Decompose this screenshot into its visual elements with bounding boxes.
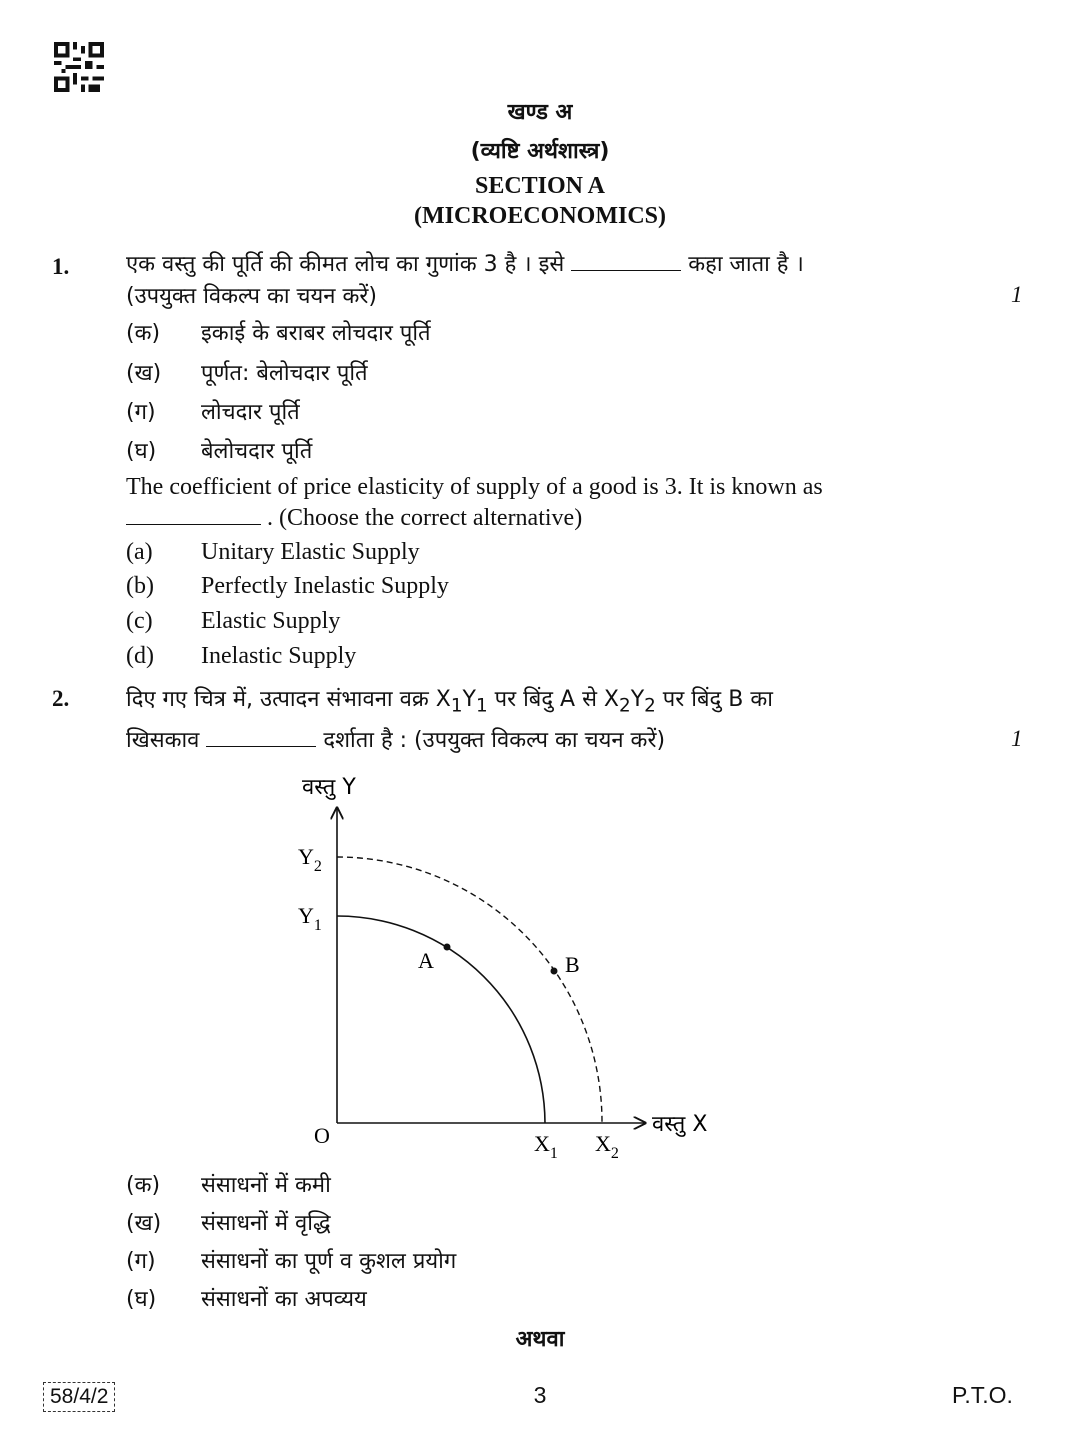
ppc-curve-x2y2-dashed	[337, 857, 602, 1123]
point-b-label: B	[565, 952, 580, 977]
q1-option-en-text: Elastic Supply	[201, 608, 341, 634]
section-title-hindi: खण्ड अ	[507, 100, 573, 125]
question-1-english-line-1: The coefficient of price elasticity of supply of a good is 3. It is known as	[126, 474, 823, 500]
y-axis-label: वस्तु Y	[302, 775, 356, 800]
q1-option-hi-text: इकाई के बराबर लोचदार पूर्ति	[201, 321, 431, 346]
x2-label: $X_2$	[595, 1131, 619, 1162]
section-title-english: SECTION A	[474, 173, 606, 199]
ppc-curve-x1y1	[337, 916, 545, 1123]
q1-option-en-text: Perfectly Inelastic Supply	[201, 573, 449, 599]
answer-blank	[126, 504, 261, 525]
qr-code-icon	[53, 42, 105, 92]
pto-label: P.T.O.	[952, 1382, 1013, 1408]
ppc-diagram	[290, 770, 740, 1170]
or-divider: अथवा	[515, 1327, 565, 1352]
q1-option-en-label: (c)	[126, 608, 153, 634]
q1-option-hi-text: लोचदार पूर्ति	[201, 400, 300, 425]
point-a-label: A	[418, 948, 434, 973]
question-1-number: 1.	[52, 254, 70, 279]
q1-option-hi: (क)	[126, 321, 161, 346]
y2-label: $Y_2$	[298, 844, 322, 875]
answer-blank	[571, 252, 681, 271]
subject-title-english: (MICROECONOMICS)	[414, 203, 666, 229]
q1-option-hi-text: बेलोचदार पूर्ति	[201, 439, 313, 464]
q1-option-en-label: (a)	[126, 539, 153, 565]
subject-title-hindi: (व्यष्टि अर्थशास्त्र)	[470, 139, 610, 164]
page-number: 3	[533, 1382, 547, 1408]
q2-option-text: संसाधनों का अपव्यय	[201, 1287, 367, 1312]
paper-code-badge: 58/4/2	[43, 1382, 115, 1412]
x-axis-label: वस्तु X	[652, 1112, 708, 1137]
question-1-hindi-line-1: एक वस्तु की पूर्ति की कीमत लोच का गुणांक 3 है । इसे कहा जाता है ।	[126, 252, 804, 277]
q1-option-en-text: Unitary Elastic Supply	[201, 539, 420, 565]
q1-option-en-label: (b)	[126, 573, 154, 599]
question-2-hindi-line-1: दिए गए चित्र में, उत्पादन संभावना वक्र $X_1Y_1$ पर बिंदु A से $X_2Y_2$ पर बिंदु B का	[126, 687, 773, 717]
q2-option-label: (क)	[126, 1173, 161, 1198]
question-1-marks: 1	[1011, 282, 1023, 307]
origin-label: O	[314, 1123, 330, 1148]
q1-option-hi: (ग)	[126, 400, 156, 425]
q2-option-label: (ग)	[126, 1249, 156, 1274]
point-b-dot	[551, 968, 558, 975]
question-2-number: 2.	[52, 686, 70, 711]
q1-option-hi: (घ)	[126, 439, 157, 464]
q2-option-text: संसाधनों में कमी	[201, 1173, 331, 1198]
q1-option-en-text: Inelastic Supply	[201, 643, 357, 669]
question-2-marks: 1	[1011, 726, 1023, 751]
answer-blank	[206, 728, 316, 747]
q1-option-en-label: (d)	[126, 643, 154, 669]
point-a-dot	[444, 944, 451, 951]
x1-label: $X_1$	[534, 1131, 558, 1162]
question-2-hindi-line-2: खिसकाव दर्शाता है : (उपयुक्त विकल्प का चयन करें)	[126, 728, 666, 753]
y1-label: $Y_1$	[298, 903, 322, 934]
question-1-hindi-line-2: (उपयुक्त विकल्प का चयन करें)	[126, 284, 377, 309]
question-1-english-line-2: . (Choose the correct alternative)	[126, 504, 582, 532]
q1-option-hi: (ख)	[126, 361, 162, 386]
q2-option-text: संसाधनों में वृद्धि	[201, 1211, 331, 1236]
q2-option-label: (ख)	[126, 1211, 162, 1236]
q2-option-text: संसाधनों का पूर्ण व कुशल प्रयोग	[201, 1249, 457, 1274]
q2-option-label: (घ)	[126, 1287, 157, 1312]
q1-option-hi-text: पूर्णत: बेलोचदार पूर्ति	[201, 361, 368, 386]
